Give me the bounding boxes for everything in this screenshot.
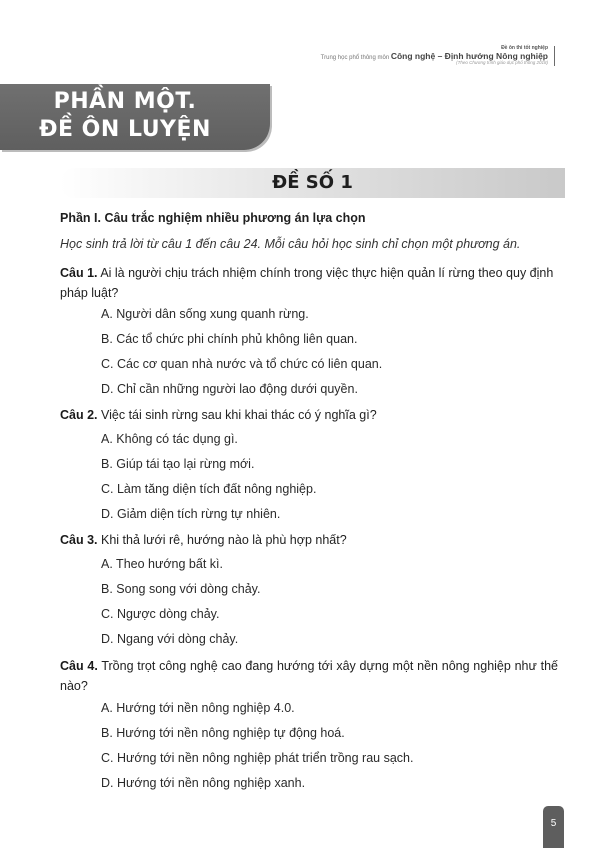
section-instruction: Học sinh trả lời từ câu 1 đến câu 24. Mỗi câu hỏi học sinh chỉ chọn một phương án. (60, 237, 521, 251)
question-3-option-a: A. Theo hướng bất kì. (101, 557, 223, 571)
question-3-option-d: D. Ngang với dòng chảy. (101, 632, 239, 646)
question-2 (60, 405, 558, 425)
section-heading: Phần I. Câu trắc nghiệm nhiều phương án lựa chọn (60, 211, 366, 225)
question-4-option-d: D. Hướng tới nền nông nghiệp xanh. (101, 776, 306, 790)
question-4-label: Câu 4. (60, 659, 98, 673)
question-2-option-a: A. Không có tác dụng gì. (101, 432, 238, 446)
question-3-text: Khi thả lưới rê, hướng nào là phù hợp nhất? (101, 533, 347, 547)
page-number: 5 (550, 818, 557, 829)
question-4-option-b: B. Hướng tới nền nông nghiệp tự động hoá. (101, 726, 345, 740)
question-1-option-b: B. Các tổ chức phi chính phủ không liên quan. (101, 332, 358, 346)
question-1-option-c: C. Các cơ quan nhà nước và tổ chức có liên quan. (101, 357, 383, 371)
running-header (321, 46, 555, 66)
question-1-text: Ai là người chịu trách nhiệm chính trong việc thực hiện quản lí rừng theo quy định pháp luật? (60, 266, 554, 300)
running-header-curriculum-note: (Theo Chương trình giáo dục phổ thông 2018) (456, 60, 548, 66)
running-header-title: Đề ôn thi tốt nghiệp (501, 45, 548, 51)
question-1-label: Câu 1. (60, 266, 98, 280)
part-banner (0, 84, 270, 150)
part-banner-line1: PHẦN MỘT. (53, 89, 197, 114)
exam-title: ĐỀ SỐ 1 (272, 172, 353, 193)
question-2-text: Việc tái sinh rừng sau khi khai thác có ý nghĩa gì? (101, 408, 377, 422)
question-1-option-a: A. Người dân sống xung quanh rừng. (101, 307, 309, 321)
question-1 (60, 263, 558, 303)
question-4 (60, 656, 558, 696)
question-2-option-b: B. Giúp tái tạo lại rừng mới. (101, 457, 255, 471)
running-header-subject-prefix: Trung học phổ thông môn (320, 54, 390, 61)
question-2-option-c: C. Làm tăng diện tích đất nông nghiệp. (101, 482, 317, 496)
question-2-option-d: D. Giảm diện tích rừng tự nhiên. (101, 507, 281, 521)
running-header-subject-name: Công nghệ – Định hướng Nông nghiệp (390, 50, 548, 61)
question-1-option-d: D. Chỉ cần những người lao động dưới quyền. (101, 382, 358, 396)
question-4-option-c: C. Hướng tới nền nông nghiệp phát triển trồng rau sạch. (101, 751, 414, 765)
question-3-option-c: C. Ngược dòng chảy. (101, 607, 220, 621)
question-3-label: Câu 3. (60, 533, 98, 547)
question-4-option-a: A. Hướng tới nền nông nghiệp 4.0. (101, 701, 295, 715)
question-3-option-b: B. Song song với dòng chảy. (101, 582, 261, 596)
exam-title-bar (60, 168, 565, 198)
question-3 (60, 530, 558, 550)
question-2-label: Câu 2. (60, 408, 98, 422)
part-banner-line2: ĐỀ ÔN LUYỆN (39, 117, 211, 142)
question-4-text: Trồng trọt công nghệ cao đang hướng tới xây dựng một nền nông nghiệp như thế nào? (60, 659, 558, 693)
page-number-tab (543, 806, 564, 848)
